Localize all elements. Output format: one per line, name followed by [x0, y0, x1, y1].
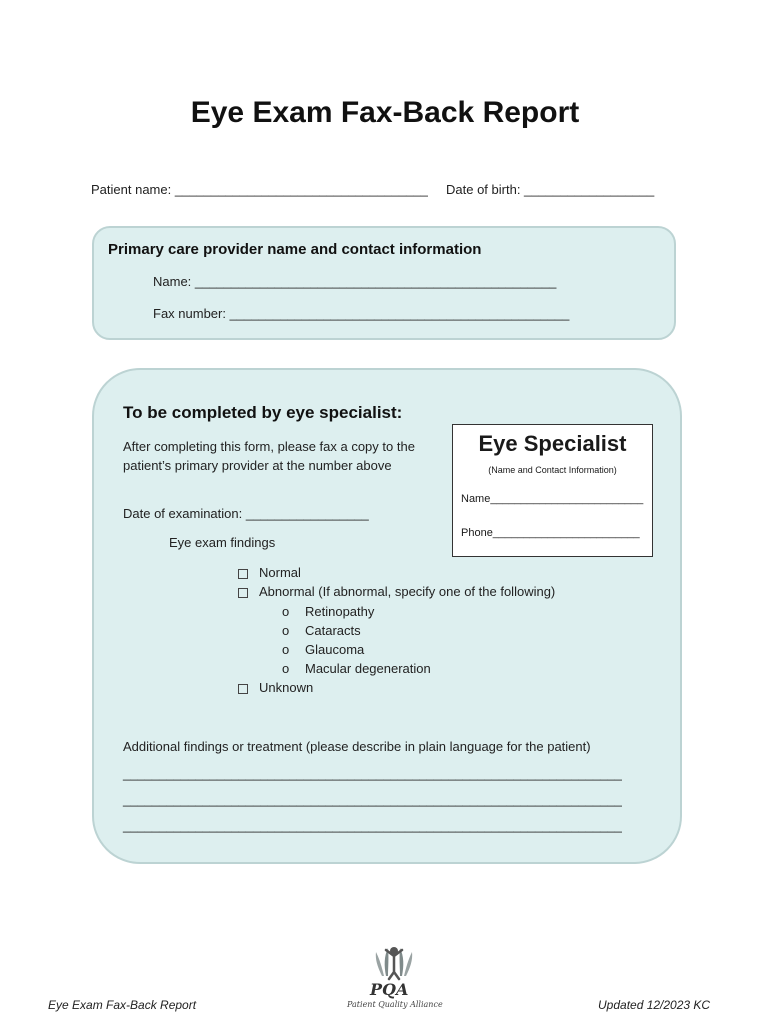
instruction-line-2: patient’s primary provider at the number above: [123, 458, 392, 473]
primary-care-provider-box: [92, 226, 676, 340]
date-of-examination-field[interactable]: Date of examination: _________________: [123, 506, 369, 521]
instruction-line-1: After completing this form, please fax a copy to the: [123, 439, 415, 454]
eye-exam-findings-label: Eye exam findings: [169, 535, 276, 550]
glaucoma-option-label: Glaucoma: [305, 642, 365, 657]
normal-checkbox[interactable]: [238, 569, 248, 579]
eye-specialist-contact-box: [452, 424, 653, 557]
pqa-logo-text: PQA: [370, 980, 409, 999]
normal-option-label: Normal: [259, 565, 301, 580]
eye-specialist-title: Eye Specialist: [478, 431, 627, 456]
macular-degeneration-option-label: Macular degeneration: [305, 661, 431, 676]
retinopathy-bullet[interactable]: o: [282, 604, 290, 619]
abnormal-option-label: Abnormal (If abnormal, specify one of the following): [259, 584, 556, 599]
pcp-fax-number-field[interactable]: Fax number: _______________________________________________: [153, 306, 570, 321]
abnormal-checkbox[interactable]: [238, 588, 248, 598]
pcp-heading: Primary care provider name and contact information: [108, 241, 482, 258]
page-title: Eye Exam Fax-Back Report: [190, 96, 580, 129]
additional-findings-label: Additional findings or treatment (please describe in plain language for the patient): [123, 739, 591, 754]
date-of-birth-field[interactable]: Date of birth: __________________: [446, 182, 655, 197]
cataracts-bullet[interactable]: o: [282, 623, 290, 638]
footer-right-text: Updated 12/2023 KC: [598, 998, 711, 1012]
footer-left-text: Eye Exam Fax-Back Report: [48, 998, 197, 1012]
pqa-logo-icon: [362, 942, 426, 982]
additional-findings-line-3[interactable]: _____________________________________________________________________: [123, 818, 622, 833]
eye-specialist-subtitle: (Name and Contact Information): [488, 465, 617, 475]
retinopathy-option-label: Retinopathy: [305, 604, 375, 619]
eye-specialist-name-field[interactable]: Name_________________________: [461, 493, 644, 505]
cataracts-option-label: Cataracts: [305, 623, 361, 638]
pcp-name-field[interactable]: Name: __________________________________________________: [153, 274, 557, 289]
pqa-logo-subtext: Patient Quality Alliance: [347, 1000, 443, 1009]
additional-findings-line-2[interactable]: _____________________________________________________________________: [123, 792, 622, 807]
glaucoma-bullet[interactable]: o: [282, 642, 290, 657]
additional-findings-line-1[interactable]: _____________________________________________________________________: [123, 766, 622, 781]
unknown-option-label: Unknown: [259, 680, 314, 695]
patient-name-field[interactable]: Patient name: ___________________________________: [91, 182, 428, 197]
specialist-section-heading: To be completed by eye specialist:: [123, 403, 403, 422]
macular-degeneration-bullet[interactable]: o: [282, 661, 290, 676]
eye-specialist-phone-field[interactable]: Phone________________________: [461, 527, 640, 539]
unknown-checkbox[interactable]: [238, 684, 248, 694]
